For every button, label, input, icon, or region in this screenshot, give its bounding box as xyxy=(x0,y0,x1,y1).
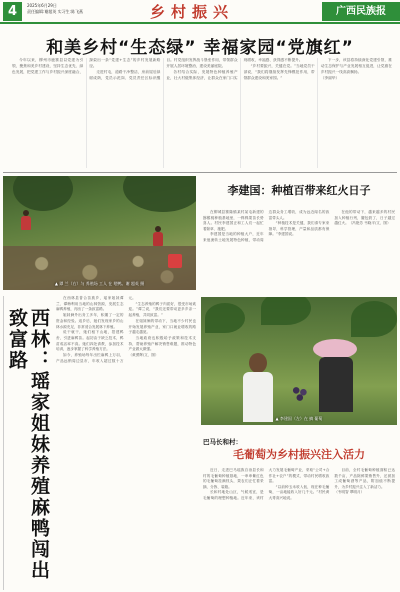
bama-author: （韦明智 覃明月） xyxy=(334,490,365,495)
worker-figure xyxy=(153,226,163,246)
lead-paragraph: 各村结合实际，发展特色种植养殖产业，壮大村级集体经济，让群众在家门口实现增收，幸福感、获得感不断提升。 xyxy=(166,58,303,80)
duck-farm-photo xyxy=(3,176,196,290)
pink-sun-hat xyxy=(313,339,357,359)
tree-canopy xyxy=(13,176,73,211)
lead-article-body xyxy=(12,58,392,168)
page-header xyxy=(0,0,400,24)
grape-bunch xyxy=(289,385,313,403)
header-meta xyxy=(27,3,83,15)
editors-line: 责任编辑:谢超英 实习生:陈飞燕 xyxy=(27,9,83,14)
lead-article-title: 和美乡村“生态绿” 幸福家园“党旗红” xyxy=(46,38,354,58)
farmer-white-shirt xyxy=(243,372,273,422)
worker-dark-jacket xyxy=(319,357,353,412)
page-number-badge: 4 xyxy=(3,2,22,21)
header-rule xyxy=(0,22,400,24)
farmer-head xyxy=(249,353,267,373)
vine-leaves xyxy=(351,301,397,337)
west-paragraph: 如今，养殖场每年出栏麻鸭上万羽，产品远销周边县市，年收入超过数十万元。 xyxy=(56,296,136,363)
li-paragraph: “种植技术是关键，我们请专家来指导，科学管理，产量和品质都有保障。”李建国说。 xyxy=(268,221,330,237)
tree-canopy xyxy=(123,176,196,212)
bama-paragraph: “以前种玉米收入低，现在种毛葡萄，一亩地能收入好几千元。”村民黄大哥高兴地说。 xyxy=(268,484,330,500)
li-article-title: 李建国：种植百带来红火日子 xyxy=(227,184,371,197)
li-paragraph: 在他的带动下，越来越多的村民加入种植行列，腰包鼓了，日子越过越红火。（冯艳芳 韦晓平/文、图） xyxy=(334,210,395,226)
bama-paragraph: 近日，走进巴马瑶族自治县长和村的毛葡萄种植基地，一串串紫红色的毛葡萄挂满枝头，果农们正忙着采摘、分拣、装箱。 xyxy=(203,468,264,489)
west-article-body xyxy=(56,296,196,590)
li-paragraph: 在柳城县寨隆镇某村某屯新建的猕猴桃种植基地里，一株株果苗长势喜人。村民李建国正和工人们一起忙着除草、施肥。 xyxy=(203,210,264,231)
west-paragraph: 姐妹俩外出务工多年，积累了一定的资金和经验。返乡后，她们发现家乡的山林水源充足，非常适合发展林下养殖。 xyxy=(56,313,124,329)
bama-paragraph: 长和村地处山区，气候适宜，是毛葡萄的理想种植地。近年来，该村大力发展毛葡萄产业，采取“公司+合作社+农户”的模式，带动村民增收致富。 xyxy=(203,468,330,500)
lead-paragraph: 走进村屯，道路干净整洁，房前屋后绿树成荫，党员示范岗、党员责任区标识醒目。村党组织发挥战斗堡垒作用，带领群众开展人居环境整治，建设美丽庭院。 xyxy=(89,58,238,80)
section-title: 乡村振兴 xyxy=(150,3,235,21)
section-divider xyxy=(3,172,397,173)
vine-leaves xyxy=(261,297,311,325)
west-paragraph: 在姐妹俩的带动下，当地不少村民也开始发展养殖产业，家门口就业增收的路子越走越宽。 xyxy=(128,318,196,335)
newspaper-name: 广西民族报 xyxy=(322,2,400,21)
photo-caption: ▲ 谭 兰（右）与 养殖场 工人 在 喂鸭。谢 超英 摄 xyxy=(54,281,145,286)
li-paragraph: 李建国是当地的种植大户，近年来他流转土地发展特色种植，带动周边群众务工增收，成为远近闻名的致富带头人。 xyxy=(203,210,330,242)
red-bucket xyxy=(168,254,182,268)
lead-paragraph: 今年以来，柳州市鹿寨县以党建为引领，聚焦和美乡村建设，坚持生态优先、绿色发展，把党建工作与乡村振兴深度融合，探索出一条“党建+生态”的乡村发展新路径。 xyxy=(12,58,161,74)
bama-article-body xyxy=(203,468,395,590)
lead-paragraph: “乡村要振兴，关键在党。”当地党员干部说，“我们将继续发挥先锋模范作用，带领群众建设和美家园。” xyxy=(243,64,315,80)
west-paragraph: “生态养殖的鸭子肉质好，很受市场欢迎。”谭兰说，“我们还要带动更多乡亲一起养殖，共同致富。” xyxy=(128,301,196,318)
li-article-body xyxy=(203,210,395,290)
vine-leaves xyxy=(205,303,245,333)
worker-figure xyxy=(21,210,31,230)
photo-caption: ▲ 李建国（左）在 摘 葡萄 xyxy=(275,416,323,421)
west-article-title: 西林：瑶家姐妹养殖麻鸭闯出致富路 xyxy=(6,308,50,581)
west-author: （黄勇辉/文、图） xyxy=(128,353,159,358)
bama-article-title: 毛葡萄为乡村振兴注入活力 xyxy=(233,448,365,461)
bama-paragraph: 目前，全村毛葡萄种植面积已达数千亩，产品除鲜果销售外，还被加工成葡萄酒等产品，附加值不断提升，为乡村振兴注入了新活力。 xyxy=(334,468,395,489)
bama-kicker: 巴马长和村： xyxy=(203,438,242,446)
lead-paragraph: 下一步，该县将持续深化党建引领，推动生态保护与产业发展相互促进，让党旗在乡村振兴一线高高飘扬。 xyxy=(320,58,392,74)
issue-date: 2025年6月29日 xyxy=(27,3,57,8)
lead-author: （李丽华） xyxy=(320,75,340,80)
west-paragraph: 当地政府也积极给予政策和技术支持，帮助养殖户解决销售难题，推动特色产业做大做强。 xyxy=(128,335,196,352)
grape-harvest-photo xyxy=(201,297,397,425)
west-paragraph: 说干就干，她们租下山地，搭建鸭舍，引进麻鸭苗。起初由于缺乏技术，鸭苗成活率不高。她们四处请教，参加技术培训，逐步掌握了科学养殖方法。 xyxy=(56,330,124,352)
west-paragraph: 在西林县普合苗族乡，瑶家姐妹谭兰、谭梅利用当地的山林资源，发展生态麻鸭养殖，闯出了一条致富路。 xyxy=(56,296,124,312)
